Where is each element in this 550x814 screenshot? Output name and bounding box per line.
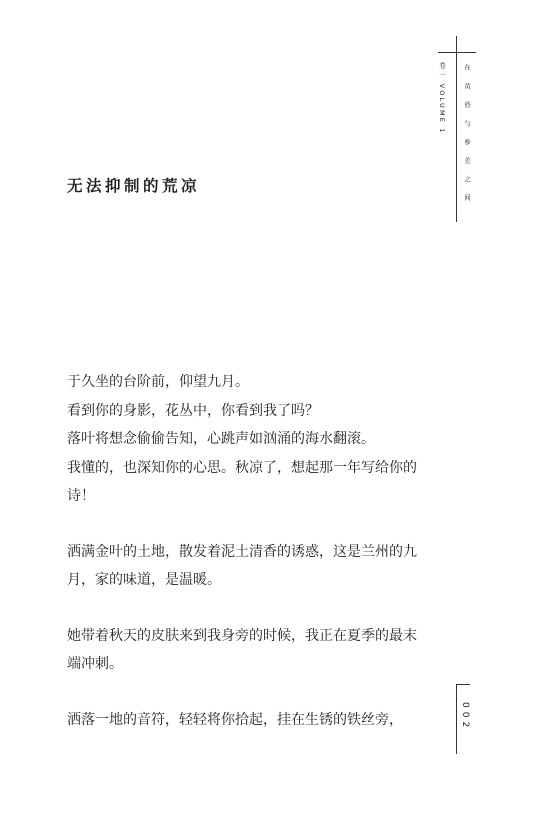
paragraph: 落叶将想念偷偷告知，心跳声如汹涌的海水翻滚。: [67, 431, 375, 447]
paragraph: 于久坐的台阶前，仰望九月。: [67, 374, 249, 390]
book-title: 在 黄 昏 与 参 差 之 间: [463, 64, 471, 206]
header-rule-tick: [438, 52, 476, 53]
volume-label: 卷一 VOLUME 1: [438, 62, 446, 135]
paragraph: 我懂的，也深知你的心思。秋凉了，想起那一年写给你的诗！: [67, 459, 417, 504]
page-number: 002: [460, 702, 470, 732]
paragraph: 看到你的身影，花丛中，你看到我了吗？: [67, 402, 319, 419]
paragraph: 洒落一地的音符，轻轻将你拾起，挂在生锈的铁丝旁，: [67, 711, 403, 728]
chapter-title: 无法抑制的荒凉: [67, 176, 201, 195]
header-rule-vertical: [456, 36, 457, 222]
paragraph: 她带着秋天的皮肤来到我身旁的时候，我正在夏季的最末端冲刺。: [67, 627, 417, 672]
body-text: [67, 368, 417, 734]
page-number-tick: [456, 684, 470, 685]
page-number-rule: [456, 684, 457, 754]
paragraph: 洒满金叶的土地，散发着泥土清香的诱惑，这是兰州的九月，家的味道，是温暖。: [67, 543, 417, 588]
